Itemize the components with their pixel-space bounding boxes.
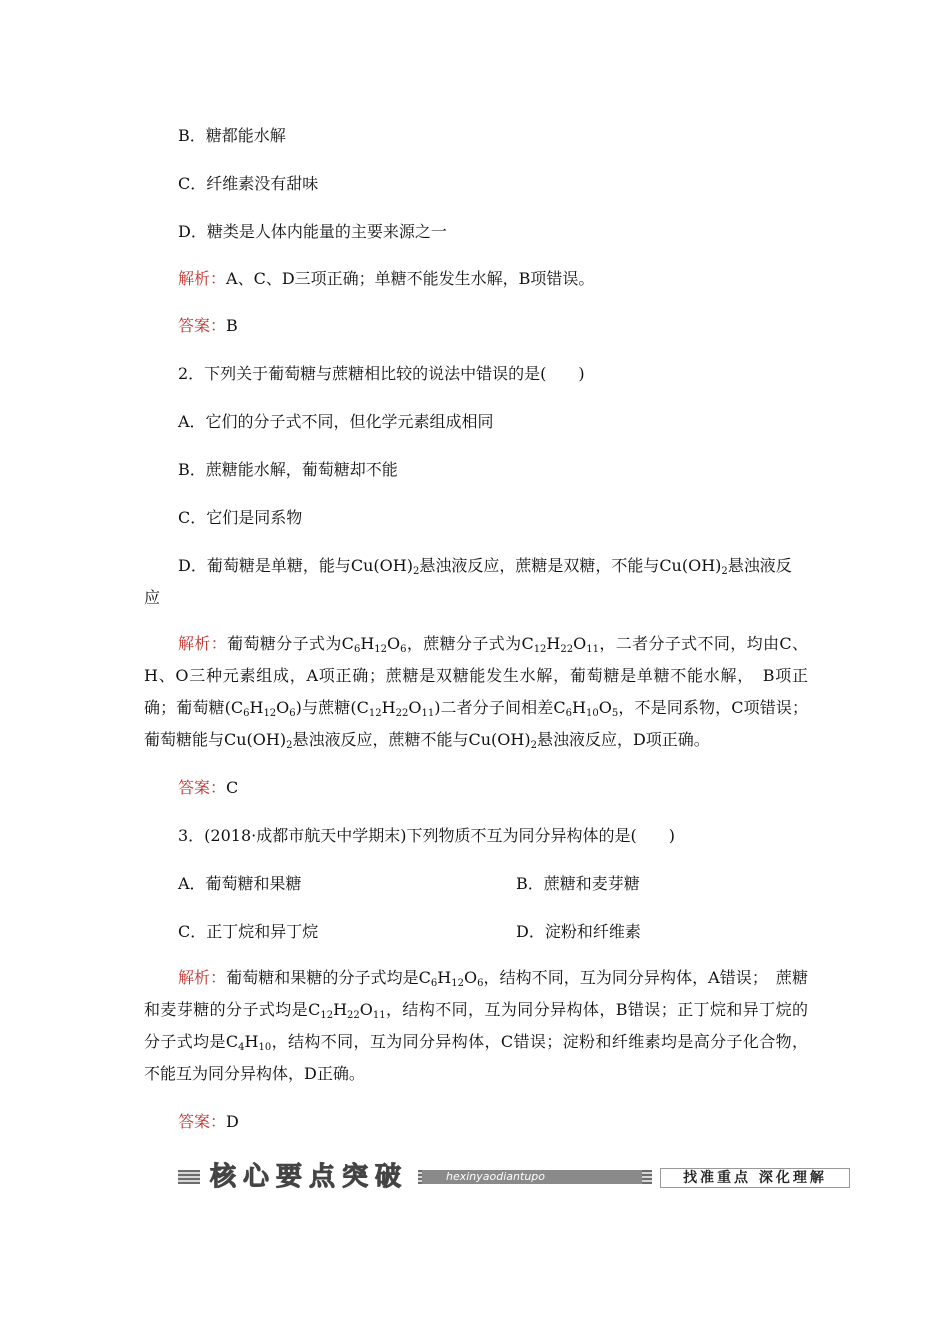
- q2-answer: [178, 778, 238, 798]
- analysis-label: 解析：: [178, 634, 228, 653]
- q2-option-d: [178, 556, 792, 576]
- q3-option-a: A．葡萄糖和果糖: [178, 874, 302, 893]
- q1-option-b: B．糖都能水解: [178, 126, 286, 145]
- analysis-text: 葡萄糖和果糖的分子式均是$C_6H_{12}O_6$，结构不同，互为同分异构体，A错误； 蔗糖和麦芽糖的分子式均是$C_{12}H_{22}O_{11}$，结构不同，互为同分异构体，B错误；正丁烷和异丁烷的分子式均是$C_4H_{10}$，结构不同，互为同分异构体，C错误；淀粉和纤维素均是高分子化合物，不能互为同分异构体，D正确。: [144, 968, 808, 1083]
- q1-option-c: C．纤维素没有甜味: [178, 174, 319, 193]
- subscript: 2: [721, 566, 728, 577]
- banner-pinyin: hexinyaodiantupo: [422, 1170, 642, 1184]
- q1-option-d: D．糖类是人体内能量的主要来源之一: [178, 222, 447, 241]
- q2-analysis: [144, 628, 808, 756]
- q3-option-c: C．正丁烷和异丁烷: [178, 922, 319, 941]
- q2-stem: 2．下列关于葡萄糖与蔗糖相比较的说法中错误的是( ): [178, 364, 585, 383]
- analysis-label: 解析：: [178, 968, 227, 987]
- answer-value: C: [226, 778, 239, 797]
- section-banner: [178, 1162, 850, 1192]
- analysis-label: 解析：: [178, 269, 227, 288]
- answer-label: 答案：: [178, 316, 227, 335]
- q3-analysis: [144, 962, 808, 1090]
- analysis-text: A、C、D三项正确；单糖不能发生水解，B项错误。: [226, 269, 595, 288]
- banner-title: 核心要点突破: [200, 1162, 418, 1192]
- q3-option-b: B．蔗糖和麦芽糖: [516, 874, 640, 893]
- q2-option-d-part: 悬浊液反: [727, 556, 792, 575]
- q3-stem: 3．(2018·成都市航天中学期末)下列物质不互为同分异构体的是( ): [178, 826, 675, 845]
- q1-answer: [178, 316, 238, 336]
- banner-divider: [652, 1170, 660, 1184]
- q3-answer: [178, 1112, 239, 1132]
- q3-option-d: D．淀粉和纤维素: [516, 922, 641, 941]
- q2-option-b: B．蔗糖能水解，葡萄糖却不能: [178, 460, 398, 479]
- subscript: 2: [412, 566, 420, 577]
- answer-label: 答案：: [178, 1112, 227, 1131]
- answer-label: 答案：: [178, 778, 227, 797]
- q2-option-d-part: D．葡萄糖是单糖，能与Cu(OH): [178, 556, 413, 575]
- q1-analysis: [178, 269, 594, 289]
- answer-value: B: [226, 316, 238, 335]
- answer-value: D: [226, 1112, 239, 1131]
- q2-option-a: A．它们的分子式不同，但化学元素组成相同: [178, 412, 494, 431]
- banner-subtitle: 找准重点 深化理解: [660, 1168, 850, 1188]
- q2-option-d-wrap: 应: [144, 588, 161, 607]
- analysis-text: 葡萄糖分子式为$C_6H_{12}O_6$，蔗糖分子式为$C_{12}H_{22}O_{11}$，二者分子式不同，均由C、H、O三种元素组成，A项正确；蔗糖是双糖能发生水解，葡萄糖是单糖不能水解， B项正确；葡萄糖$(C_6H_{12}O_6)$与蔗糖$(C_{12}H_{22}O_{11})$二者分子间相差$C_6H_{10}O_5$，不是同系物，C项错误；葡萄糖能与$Cu(OH)_2$悬浊液反应，蔗糖不能与$Cu(OH)_2$悬浊液反应，D项正确。: [144, 634, 808, 751]
- q2-option-c: C．它们是同系物: [178, 508, 303, 527]
- q2-option-d-part: 悬浊液反应，蔗糖是双糖，不能与Cu(OH): [419, 556, 722, 575]
